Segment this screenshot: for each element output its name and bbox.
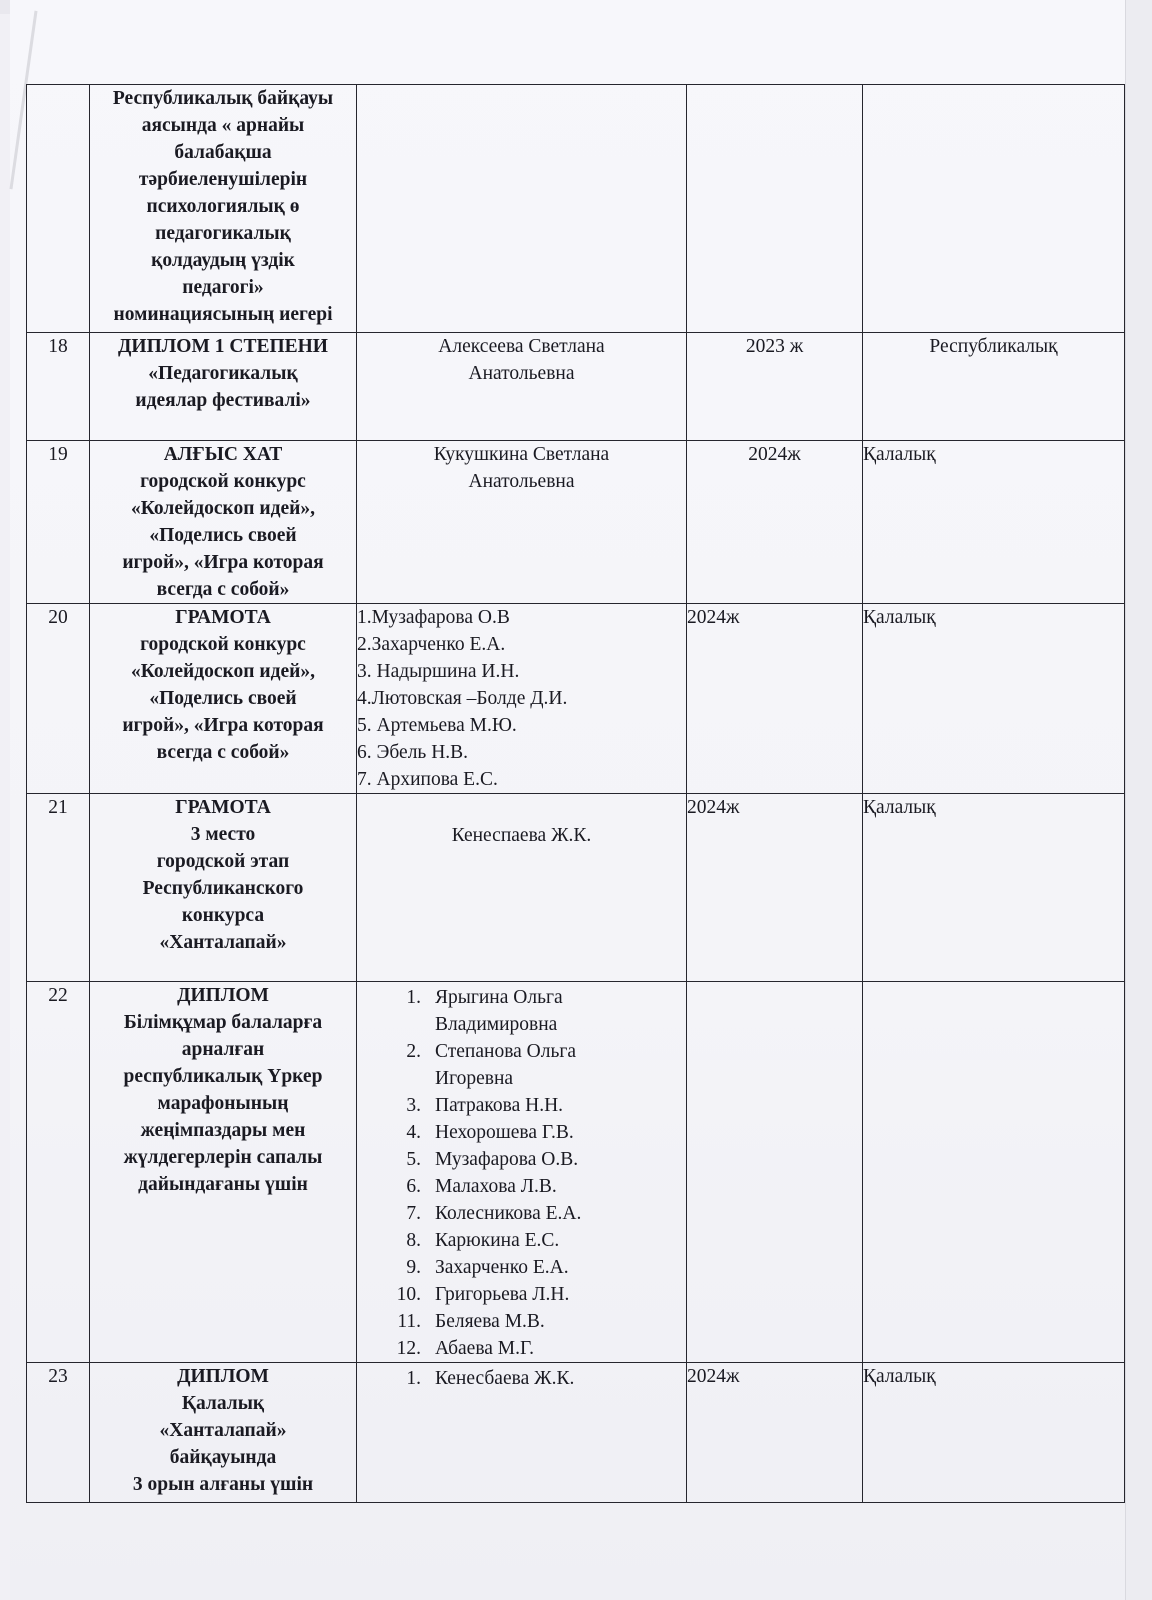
recipients-cell xyxy=(357,982,687,1363)
list-item: 1. Ярыгина Ольга Владимировна xyxy=(406,987,563,1035)
award-title-line: «Поделись своей xyxy=(149,688,297,709)
level-cell xyxy=(863,85,1125,333)
year-cell xyxy=(687,982,863,1363)
award-title-line: Республикалық байқауы xyxy=(112,88,334,109)
recipient-name-line: Анатольевна xyxy=(468,471,575,492)
award-title xyxy=(90,85,357,333)
recipient-name-line: 6. Эбель Н.В. xyxy=(357,742,469,763)
award-title xyxy=(90,1363,357,1503)
list-item: 8. Карюкина Е.С. xyxy=(406,1230,560,1251)
recipient-name-line: 3. Надыршина И.Н. xyxy=(357,661,520,682)
recipients-cell xyxy=(357,794,687,982)
recipient-name-line: 5. Артемьева М.Ю. xyxy=(357,715,517,736)
table-row xyxy=(27,333,1125,441)
award-title-line: жеңімпаздары мен xyxy=(140,1120,306,1141)
award-title-line: жүлдегерлерін сапалы xyxy=(123,1147,323,1168)
table-row xyxy=(27,794,1125,982)
list-item: 5. Музафарова О.В. xyxy=(406,1149,579,1170)
recipient-name-line: Кенеспаева Ж.К. xyxy=(451,825,592,846)
award-title-line: марафонының xyxy=(157,1093,289,1114)
recipients-cell xyxy=(357,333,687,441)
award-title-line: ДИПЛОМ 1 СТЕПЕНИ xyxy=(118,336,328,357)
award-title-line: аясында « арнайы xyxy=(141,115,305,136)
award-title-line: Қалалық xyxy=(181,1393,265,1414)
award-title-line: ДИПЛОМ xyxy=(177,1366,269,1387)
award-title-line: конкурса xyxy=(181,905,265,926)
list-item: 12. Абаева М.Г. xyxy=(396,1338,534,1359)
award-title-line: «Ханталапай» xyxy=(159,1420,287,1441)
list-item: 7. Колесникова Е.А. xyxy=(406,1203,582,1224)
row-number: 19 xyxy=(27,441,90,604)
award-title xyxy=(90,604,357,794)
award-title xyxy=(90,794,357,982)
list-item: 11. Беляева М.В. xyxy=(397,1311,545,1332)
award-title-line: ГРАМОТА xyxy=(175,797,271,818)
list-item: 3. Патракова Н.Н. xyxy=(406,1095,564,1116)
award-title-line: «Ханталапай» xyxy=(159,932,287,953)
award-title-line: Республиканского xyxy=(142,878,304,899)
year-cell: 2024ж xyxy=(687,441,863,604)
award-title xyxy=(90,333,357,441)
table-row xyxy=(27,1363,1125,1503)
row-number: 21 xyxy=(27,794,90,982)
year-cell: 2024ж xyxy=(687,604,863,794)
row-number: 23 xyxy=(27,1363,90,1503)
award-title-line: идеялар фестивалі» xyxy=(135,390,311,411)
recipient-name-line: 1.Музафарова О.В xyxy=(357,607,510,628)
award-title-line: 3 орын алғаны үшін xyxy=(132,1474,314,1495)
recipient-name-line: Алексеева Светлана xyxy=(438,336,605,357)
award-title-line: арналған xyxy=(181,1039,265,1060)
award-title xyxy=(90,982,357,1363)
award-title-line: ДИПЛОМ xyxy=(177,985,269,1006)
recipients-cell xyxy=(357,441,687,604)
year-cell: 2024ж xyxy=(687,794,863,982)
recipient-name-line: 2.Захарченко Е.А. xyxy=(357,634,506,655)
award-title xyxy=(90,441,357,604)
year-cell xyxy=(687,85,863,333)
year-cell: 2023 ж xyxy=(687,333,863,441)
list-item: 2. Степанова Ольга Игоревна xyxy=(406,1041,577,1089)
recipient-name-line: 4.Лютовская –Болде Д.И. xyxy=(357,688,568,709)
table-row xyxy=(27,441,1125,604)
level-cell xyxy=(863,982,1125,1363)
recipient-name-line: 7. Архипова Е.С. xyxy=(357,769,498,790)
award-title-line: игрой», «Игра которая xyxy=(122,715,324,736)
recipients-cell xyxy=(357,85,687,333)
award-title-line: тәрбиеленушілерін xyxy=(138,169,308,190)
row-number xyxy=(27,85,90,333)
award-title-line: балабақша xyxy=(174,142,272,163)
award-title-line: «Колейдоскоп идей», xyxy=(131,498,315,519)
award-title-line: городской конкурс xyxy=(140,471,306,492)
table-row xyxy=(27,85,1125,333)
award-title-line: 3 место xyxy=(190,824,256,845)
list-item: 6. Малахова Л.В. xyxy=(406,1176,557,1197)
award-title-line: педагогі» xyxy=(182,277,264,298)
award-title-line: «Педагогикалық xyxy=(148,363,298,384)
award-title-line: байқауында xyxy=(169,1447,277,1468)
recipients-cell xyxy=(357,604,687,794)
table-row xyxy=(27,982,1125,1363)
award-title-line: городской конкурс xyxy=(140,634,306,655)
award-title-line: городской этап xyxy=(156,851,290,872)
awards-table xyxy=(26,84,1125,1503)
award-title-line: қолдаудың үздік xyxy=(151,250,295,271)
list-item: 9. Захарченко Е.А. xyxy=(406,1257,569,1278)
award-title-line: АЛҒЫС ХАТ xyxy=(163,444,283,465)
recipient-name-line: Кукушкина Светлана xyxy=(433,444,610,465)
level-cell: Қалалық xyxy=(863,441,1125,604)
award-title-line: педагогикалық xyxy=(155,223,291,244)
award-title-line: «Поделись своей xyxy=(149,525,297,546)
year-cell: 2024ж xyxy=(687,1363,863,1503)
award-title-line: всегда с собой» xyxy=(156,742,290,763)
row-number: 20 xyxy=(27,604,90,794)
award-title-line: игрой», «Игра которая xyxy=(122,552,324,573)
award-title-line: психологиялық ө xyxy=(146,196,300,217)
row-number: 22 xyxy=(27,982,90,1363)
level-cell: Республикалық xyxy=(863,333,1125,441)
recipients-list xyxy=(357,1365,682,1392)
award-title-line: дайындағаны үшін xyxy=(138,1174,308,1195)
award-title-line: всегда с собой» xyxy=(156,579,290,600)
list-item: 1. Кенесбаева Ж.К. xyxy=(406,1368,575,1389)
list-item: 10. Григорьева Л.Н. xyxy=(396,1284,570,1305)
recipients-cell xyxy=(357,1363,687,1503)
recipients-list xyxy=(357,984,682,1362)
award-title-line: «Колейдоскоп идей», xyxy=(131,661,315,682)
table-row xyxy=(27,604,1125,794)
level-cell: Қалалық xyxy=(863,604,1125,794)
award-title-line: номинациясының иегері xyxy=(113,304,333,325)
list-item: 4. Нехорошева Г.В. xyxy=(406,1122,574,1143)
award-title-line: республикалық Үркер xyxy=(123,1066,323,1087)
level-cell: Қалалық xyxy=(863,1363,1125,1503)
award-title-line: ГРАМОТА xyxy=(175,607,271,628)
award-title-line: Білімқұмар балаларға xyxy=(123,1012,323,1033)
recipient-name-line: Анатольевна xyxy=(468,363,575,384)
row-number: 18 xyxy=(27,333,90,441)
scan-right-edge xyxy=(1125,0,1152,1600)
level-cell: Қалалық xyxy=(863,794,1125,982)
